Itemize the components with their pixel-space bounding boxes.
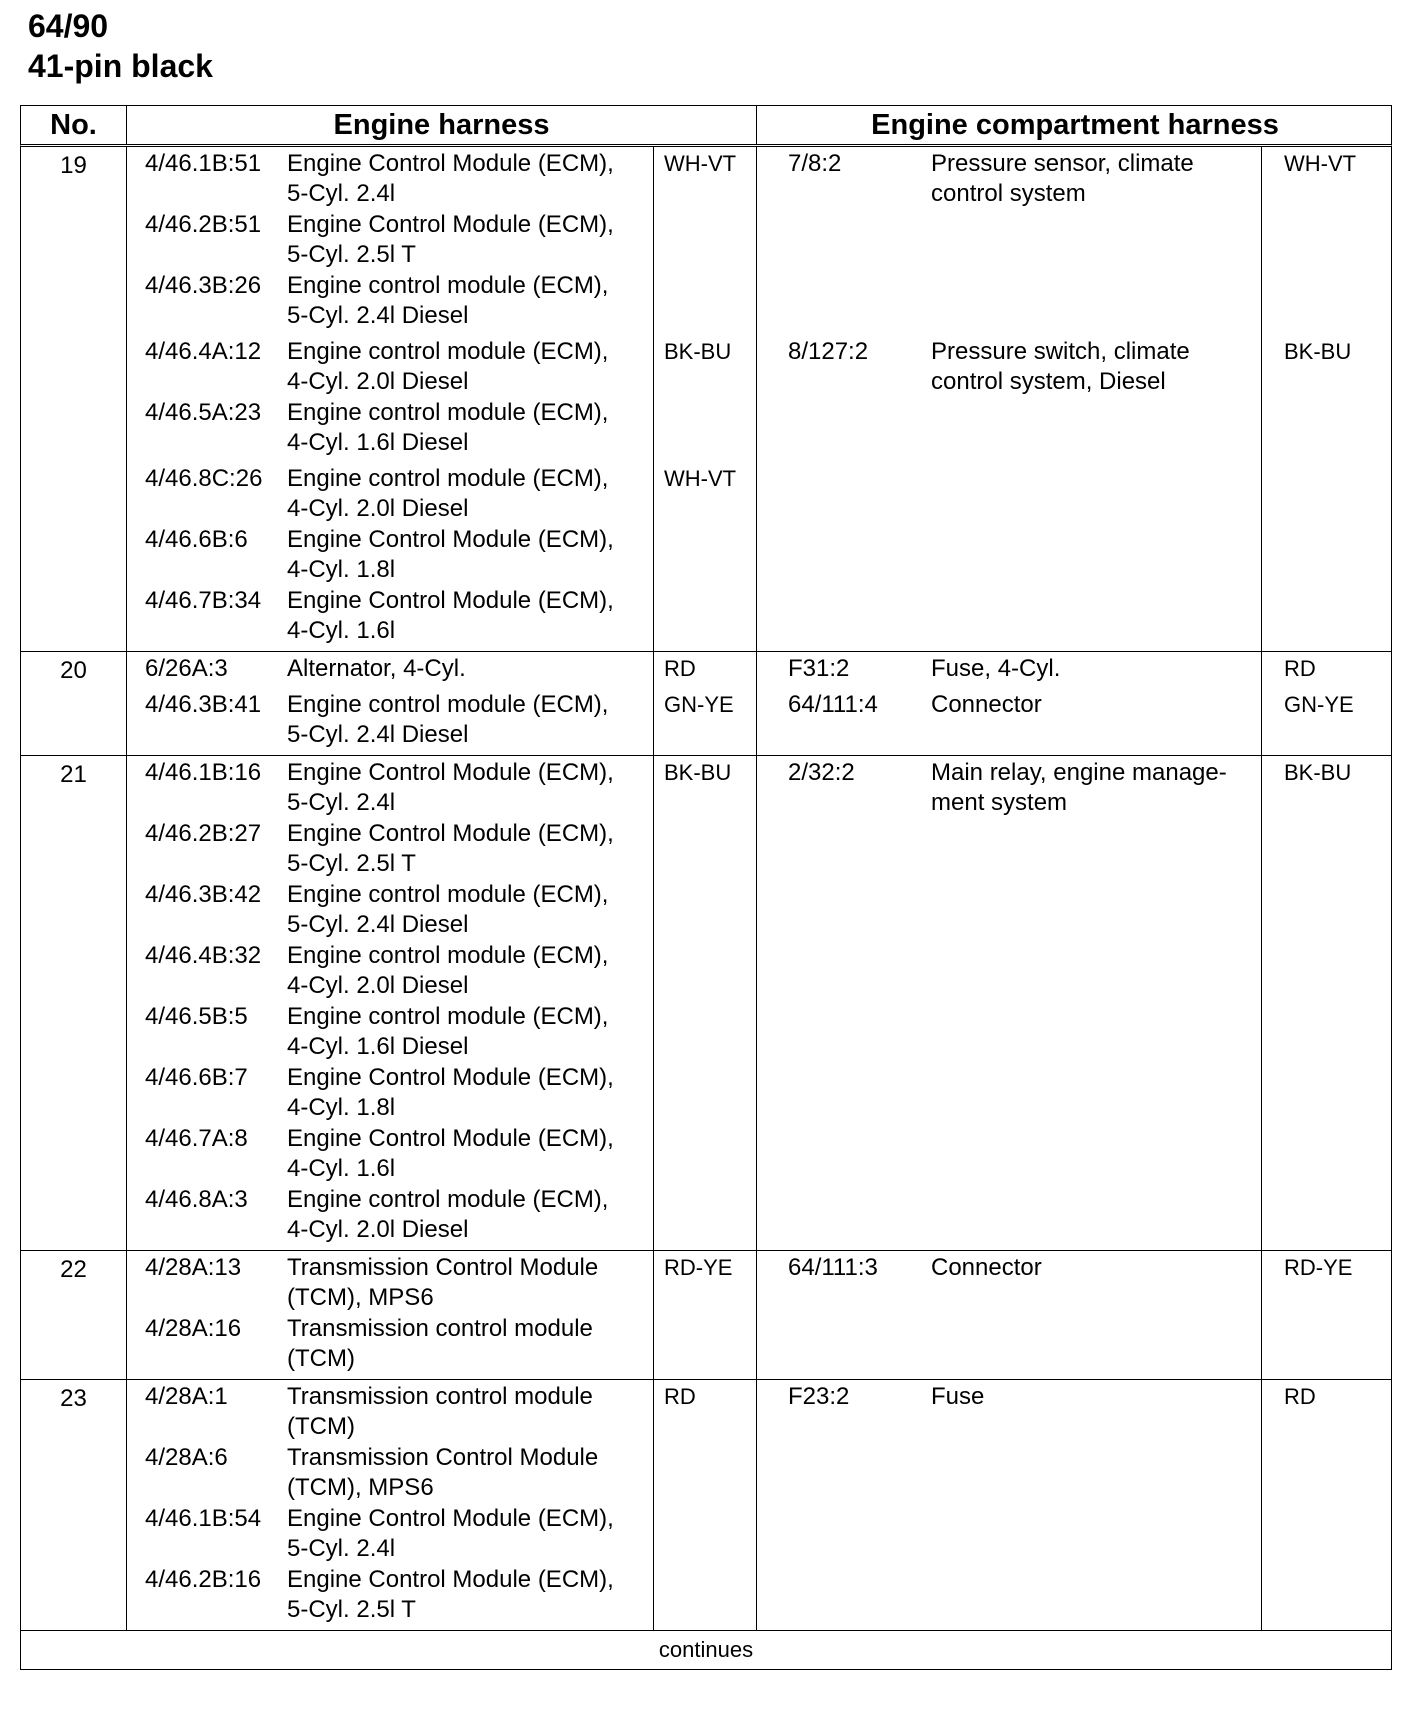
- pin-entry: [21, 210, 1391, 271]
- engine-component-line: Engine Control Module (ECM),: [287, 1064, 614, 1091]
- pin-entry: [21, 1185, 1391, 1246]
- engine-component: [287, 1504, 614, 1564]
- compartment-pin: 64/111:3: [788, 1254, 878, 1281]
- engine-component: [287, 1314, 593, 1374]
- engine-component-line: 4-Cyl. 2.0l Diesel: [287, 368, 469, 395]
- engine-pin: 4/46.3B:41: [145, 691, 262, 718]
- column-header-no: No.: [50, 109, 97, 141]
- pin-entry: [21, 654, 1391, 685]
- compartment-component-line: Fuse: [931, 1383, 985, 1410]
- engine-component-line: Engine control module (ECM),: [287, 272, 609, 299]
- engine-component-line: Engine control module (ECM),: [287, 465, 609, 492]
- connector-code: 64/90: [28, 8, 109, 44]
- engine-component-line: Engine Control Module (ECM),: [287, 150, 614, 177]
- table-row: [20, 1251, 1392, 1380]
- engine-pin: 4/46.8A:3: [145, 1186, 248, 1213]
- table-row: [20, 147, 1392, 652]
- engine-pin: 4/46.2B:27: [145, 820, 262, 847]
- engine-component-line: Transmission control module: [287, 1315, 593, 1342]
- compartment-component-line: Connector: [931, 691, 1042, 718]
- engine-component: [287, 1443, 598, 1503]
- engine-component-line: (TCM), MPS6: [287, 1474, 434, 1501]
- engine-pin: 4/46.2B:51: [145, 211, 262, 238]
- table-row: [20, 1380, 1392, 1631]
- compartment-wire-color: RD: [1284, 656, 1316, 681]
- engine-component-line: 5-Cyl. 2.4l: [287, 1535, 396, 1562]
- table-row: [20, 756, 1392, 1251]
- engine-component-line: 5-Cyl. 2.4l Diesel: [287, 302, 469, 329]
- pin-entry: [21, 1002, 1391, 1063]
- column-divider: [756, 106, 757, 144]
- pin-entry: [21, 1443, 1391, 1504]
- row-number: 21: [60, 761, 87, 788]
- wire-subgroup: [21, 654, 1391, 685]
- pin-entry: [21, 1314, 1391, 1375]
- compartment-pin: 8/127:2: [788, 338, 869, 365]
- compartment-component-line: Fuse, 4-Cyl.: [931, 655, 1061, 682]
- engine-component: [287, 337, 608, 397]
- wire-subgroup: [21, 690, 1391, 751]
- compartment-wire-color: RD: [1284, 1384, 1316, 1409]
- pin-entry: [21, 464, 1391, 525]
- engine-component-line: Transmission control module: [287, 1383, 593, 1410]
- engine-component-line: (TCM): [287, 1345, 355, 1372]
- engine-component-line: Engine control module (ECM),: [287, 399, 609, 426]
- engine-component-line: 4-Cyl. 1.8l: [287, 556, 396, 583]
- connector-description: 41-pin black: [28, 48, 213, 84]
- pin-entry: [21, 758, 1391, 819]
- row-number: 22: [60, 1256, 87, 1283]
- pin-entry: [21, 1382, 1391, 1443]
- engine-component: [287, 880, 608, 940]
- engine-component-line: Engine Control Module (ECM),: [287, 587, 614, 614]
- compartment-component: [931, 337, 1190, 397]
- engine-component-line: (TCM), MPS6: [287, 1284, 434, 1311]
- engine-component: [287, 1185, 608, 1245]
- engine-pin: 4/46.5A:23: [145, 399, 262, 426]
- pin-entry: [21, 337, 1391, 398]
- pin-entry: [21, 819, 1391, 880]
- engine-component-line: 4-Cyl. 1.6l: [287, 617, 396, 644]
- compartment-wire-color: WH-VT: [1284, 151, 1357, 176]
- row-number: 23: [60, 1385, 87, 1412]
- engine-wire-color: BK-BU: [664, 339, 732, 364]
- engine-component-line: 5-Cyl. 2.4l Diesel: [287, 911, 469, 938]
- column-divider: [126, 106, 127, 144]
- engine-component-line: Engine Control Module (ECM),: [287, 759, 614, 786]
- engine-component-line: 4-Cyl. 2.0l Diesel: [287, 495, 469, 522]
- pin-entry: [21, 586, 1391, 647]
- engine-component-line: 4-Cyl. 1.8l: [287, 1094, 396, 1121]
- engine-component: [287, 464, 608, 524]
- engine-component-line: 4-Cyl. 2.0l Diesel: [287, 1216, 469, 1243]
- engine-wire-color: WH-VT: [664, 466, 737, 491]
- engine-component-line: 4-Cyl. 1.6l Diesel: [287, 429, 469, 456]
- engine-component: [287, 398, 608, 458]
- engine-component-line: Transmission Control Module: [287, 1254, 599, 1281]
- engine-wire-color: RD: [664, 1384, 696, 1409]
- engine-pin: 4/28A:13: [145, 1254, 242, 1281]
- engine-component-line: 5-Cyl. 2.4l Diesel: [287, 721, 469, 748]
- engine-pin: 4/46.3B:42: [145, 881, 262, 908]
- engine-component-line: Engine control module (ECM),: [287, 691, 609, 718]
- wire-subgroup: [21, 337, 1391, 459]
- compartment-wire-color: GN-YE: [1284, 692, 1354, 717]
- pin-entry: [21, 271, 1391, 332]
- engine-wire-color: GN-YE: [664, 692, 734, 717]
- engine-component: [287, 654, 466, 684]
- engine-component-line: Engine control module (ECM),: [287, 338, 609, 365]
- wire-subgroup: [21, 758, 1391, 1246]
- engine-pin: 4/46.6B:7: [145, 1064, 248, 1091]
- engine-pin: 4/46.4B:32: [145, 942, 262, 969]
- compartment-component-line: Pressure switch, climate: [931, 338, 1190, 365]
- engine-pin: 4/28A:16: [145, 1315, 242, 1342]
- compartment-component: [931, 758, 1227, 818]
- engine-component-line: Engine Control Module (ECM),: [287, 526, 614, 553]
- engine-pin: 6/26A:3: [145, 655, 228, 682]
- engine-component-line: Engine Control Module (ECM),: [287, 1505, 614, 1532]
- continues-footer: continues: [20, 1631, 1392, 1670]
- pin-entry: [21, 149, 1391, 210]
- row-number: 20: [60, 657, 87, 684]
- engine-wire-color: BK-BU: [664, 760, 732, 785]
- engine-component: [287, 1124, 614, 1184]
- engine-component: [287, 690, 608, 750]
- engine-component: [287, 210, 614, 270]
- wire-subgroup: [21, 464, 1391, 647]
- engine-component: [287, 1253, 598, 1313]
- engine-component: [287, 819, 614, 879]
- engine-wire-color: RD: [664, 656, 696, 681]
- engine-component-line: Transmission Control Module: [287, 1444, 599, 1471]
- engine-component-line: Engine control module (ECM),: [287, 1186, 609, 1213]
- engine-component: [287, 149, 614, 209]
- table-row: [20, 652, 1392, 756]
- engine-component-line: (TCM): [287, 1413, 355, 1440]
- compartment-component-line: ment system: [931, 789, 1068, 816]
- pin-entry: [21, 1063, 1391, 1124]
- wire-subgroup: [21, 149, 1391, 332]
- compartment-component: [931, 654, 1060, 684]
- engine-component-line: Engine control module (ECM),: [287, 1003, 609, 1030]
- wire-subgroup: [21, 1382, 1391, 1626]
- engine-wire-color: RD-YE: [664, 1255, 733, 1280]
- pin-entry: [21, 1504, 1391, 1565]
- compartment-component: [931, 1253, 1042, 1283]
- engine-component-line: Engine Control Module (ECM),: [287, 1125, 614, 1152]
- compartment-component-line: Main relay, engine manage-: [931, 759, 1227, 786]
- engine-component-line: Engine control module (ECM),: [287, 881, 609, 908]
- compartment-component-line: Connector: [931, 1254, 1042, 1281]
- table-header: [20, 105, 1392, 147]
- engine-pin: 4/46.1B:54: [145, 1505, 262, 1532]
- engine-component: [287, 271, 608, 331]
- engine-component: [287, 525, 614, 585]
- pin-entry: [21, 690, 1391, 751]
- pin-entry: [21, 525, 1391, 586]
- pin-entry: [21, 1565, 1391, 1626]
- engine-pin: 4/46.3B:26: [145, 272, 262, 299]
- compartment-component: [931, 149, 1194, 209]
- pin-entry: [21, 1253, 1391, 1314]
- engine-component: [287, 941, 608, 1001]
- engine-component: [287, 1002, 608, 1062]
- compartment-wire-color: BK-BU: [1284, 339, 1352, 364]
- engine-component-line: Alternator, 4-Cyl.: [287, 655, 466, 682]
- engine-wire-color: WH-VT: [664, 151, 737, 176]
- wire-subgroup: [21, 1253, 1391, 1375]
- compartment-pin: 7/8:2: [788, 150, 842, 177]
- engine-component-line: 4-Cyl. 2.0l Diesel: [287, 972, 469, 999]
- engine-component-line: 4-Cyl. 1.6l Diesel: [287, 1033, 469, 1060]
- engine-component-line: 5-Cyl. 2.5l T: [287, 241, 416, 268]
- engine-component-line: 5-Cyl. 2.5l T: [287, 1596, 416, 1623]
- engine-pin: 4/46.6B:6: [145, 526, 248, 553]
- engine-component-line: Engine control module (ECM),: [287, 942, 609, 969]
- engine-component: [287, 586, 614, 646]
- engine-component-line: Engine Control Module (ECM),: [287, 211, 614, 238]
- engine-pin: 4/46.5B:5: [145, 1003, 248, 1030]
- engine-pin: 4/46.1B:51: [145, 150, 262, 177]
- compartment-component-line: control system: [931, 180, 1086, 207]
- compartment-pin: F23:2: [788, 1383, 850, 1410]
- engine-component-line: Engine Control Module (ECM),: [287, 1566, 614, 1593]
- engine-component: [287, 1565, 614, 1625]
- engine-pin: 4/46.8C:26: [145, 465, 263, 492]
- compartment-pin: 64/111:4: [788, 691, 878, 718]
- column-header-compartment-harness: Engine compartment harness: [871, 109, 1279, 141]
- compartment-component: [931, 1382, 984, 1412]
- engine-pin: 4/46.2B:16: [145, 1566, 262, 1593]
- engine-pin: 4/46.7A:8: [145, 1125, 248, 1152]
- pin-table: [20, 105, 1392, 1670]
- engine-pin: 4/28A:1: [145, 1383, 228, 1410]
- engine-pin: 4/46.1B:16: [145, 759, 262, 786]
- compartment-pin: F31:2: [788, 655, 850, 682]
- engine-pin: 4/28A:6: [145, 1444, 228, 1471]
- engine-pin: 4/46.7B:34: [145, 587, 262, 614]
- engine-component: [287, 1382, 593, 1442]
- engine-pin: 4/46.4A:12: [145, 338, 262, 365]
- engine-component-line: 5-Cyl. 2.4l: [287, 180, 396, 207]
- pin-entry: [21, 398, 1391, 459]
- engine-component-line: 4-Cyl. 1.6l: [287, 1155, 396, 1182]
- compartment-wire-color: RD-YE: [1284, 1255, 1353, 1280]
- engine-component: [287, 758, 614, 818]
- engine-component-line: Engine Control Module (ECM),: [287, 820, 614, 847]
- compartment-component-line: Pressure sensor, climate: [931, 150, 1194, 177]
- column-header-engine-harness: Engine harness: [333, 109, 550, 141]
- pin-entry: [21, 1124, 1391, 1185]
- compartment-component: [931, 690, 1042, 720]
- engine-component-line: 5-Cyl. 2.4l: [287, 789, 396, 816]
- compartment-pin: 2/32:2: [788, 759, 855, 786]
- compartment-component-line: control system, Diesel: [931, 368, 1166, 395]
- compartment-wire-color: BK-BU: [1284, 760, 1352, 785]
- row-number: 19: [60, 152, 87, 179]
- engine-component: [287, 1063, 614, 1123]
- pin-entry: [21, 941, 1391, 1002]
- table-body: [20, 147, 1392, 1631]
- pin-entry: [21, 880, 1391, 941]
- engine-component-line: 5-Cyl. 2.5l T: [287, 850, 416, 877]
